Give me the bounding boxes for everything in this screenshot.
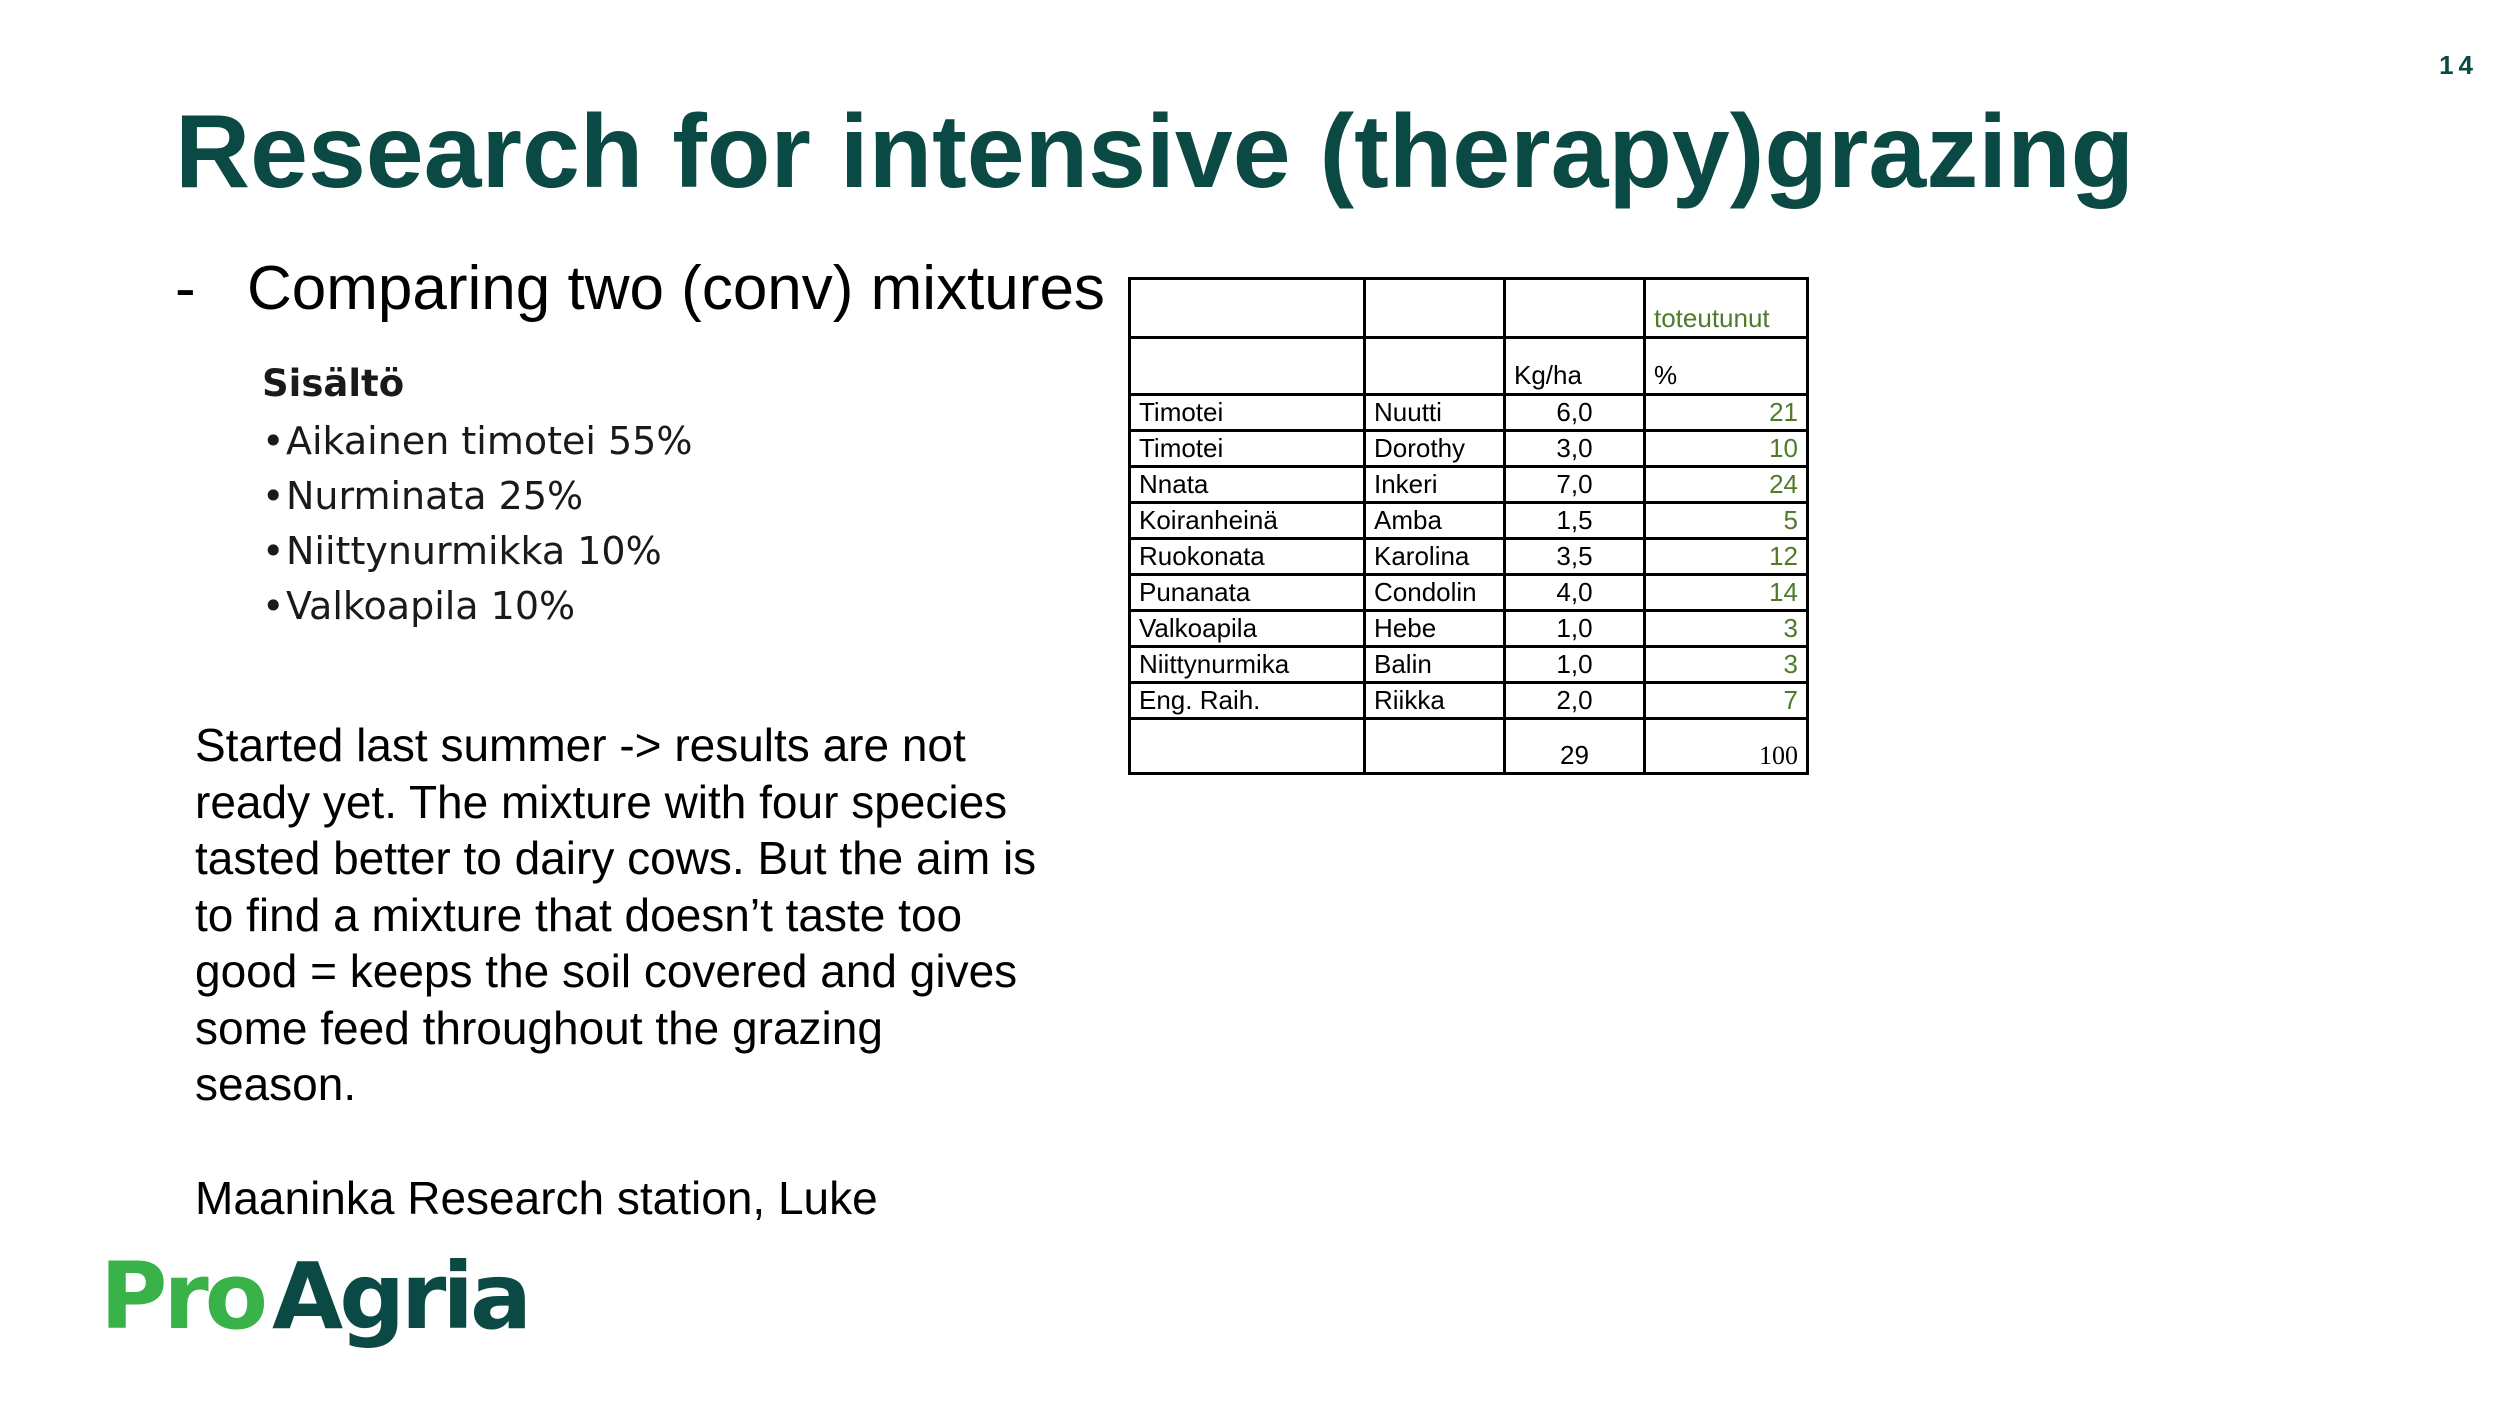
table-row xyxy=(1130,575,1808,611)
pct-cell: 21 xyxy=(1645,395,1808,431)
table-row xyxy=(1130,503,1808,539)
variety-cell: Amba xyxy=(1365,503,1505,539)
variety-cell: Hebe xyxy=(1365,611,1505,647)
table-total-row xyxy=(1130,719,1808,774)
variety-cell: Riikka xyxy=(1365,683,1505,719)
pct-cell: 14 xyxy=(1645,575,1808,611)
subtitle-dash: - xyxy=(175,254,196,323)
subtitle-text: Comparing two (conv) mixtures xyxy=(247,254,1105,323)
contents-item-text: Aikainen timotei 55% xyxy=(286,419,693,464)
bullet-icon: • xyxy=(262,584,285,629)
contents-item-text: Niittynurmikka 10% xyxy=(286,529,662,574)
species-cell: Eng. Raih. xyxy=(1130,683,1365,719)
kg-cell: 1,0 xyxy=(1505,611,1645,647)
table-cell xyxy=(1365,719,1505,774)
body-text: Started last summer -> results are not ready yet. The mixture with four species tasted better to dairy cows. But the aim is to find a mixture that doesn’t taste too good = keeps the soil covered and gives some feed throughout the grazing season. xyxy=(195,719,1037,1110)
station-credit: Maaninka Research station, Luke xyxy=(195,1172,878,1224)
table-cell xyxy=(1365,338,1505,395)
pct-cell: 12 xyxy=(1645,539,1808,575)
mixture-contents xyxy=(262,362,692,634)
realized-header: toteutunut xyxy=(1645,279,1808,338)
contents-item xyxy=(262,524,692,579)
contents-item xyxy=(262,469,692,524)
pct-cell: 10 xyxy=(1645,431,1808,467)
bullet-icon: • xyxy=(262,474,285,519)
table-cell xyxy=(1130,338,1365,395)
contents-item xyxy=(262,414,692,469)
bullet-icon: • xyxy=(262,419,285,464)
table-row xyxy=(1130,539,1808,575)
pct-cell: 5 xyxy=(1645,503,1808,539)
table-row xyxy=(1130,395,1808,431)
table-cell xyxy=(1505,279,1645,338)
species-cell: Valkoapila xyxy=(1130,611,1365,647)
species-cell: Nnata xyxy=(1130,467,1365,503)
pct-cell: 3 xyxy=(1645,647,1808,683)
proagria-logo-mark xyxy=(100,1243,529,1358)
table-row xyxy=(1130,647,1808,683)
variety-cell: Karolina xyxy=(1365,539,1505,575)
logo-pro-text: Pro xyxy=(100,1243,265,1350)
proagria-logo xyxy=(100,1243,529,1358)
kg-cell: 2,0 xyxy=(1505,683,1645,719)
table-header-row xyxy=(1130,338,1808,395)
seed-mixture-table xyxy=(1128,277,1809,775)
total-kg-cell: 29 xyxy=(1505,719,1645,774)
logo-agria-text: Agria xyxy=(272,1243,529,1350)
pct-header: % xyxy=(1645,338,1808,395)
kg-cell: 7,0 xyxy=(1505,467,1645,503)
kg-cell: 1,0 xyxy=(1505,647,1645,683)
variety-cell: Condolin xyxy=(1365,575,1505,611)
pct-cell: 3 xyxy=(1645,611,1808,647)
variety-cell: Balin xyxy=(1365,647,1505,683)
pct-cell: 7 xyxy=(1645,683,1808,719)
table-row xyxy=(1130,467,1808,503)
contents-heading: Sisältö xyxy=(262,362,405,405)
species-cell: Punanata xyxy=(1130,575,1365,611)
slide-title: Research for intensive (therapy)grazing xyxy=(175,94,2135,210)
contents-item xyxy=(262,579,692,634)
contents-item-text: Valkoapila 10% xyxy=(286,584,576,629)
kg-cell: 1,5 xyxy=(1505,503,1645,539)
table-cell xyxy=(1365,279,1505,338)
table-row xyxy=(1130,611,1808,647)
species-cell: Timotei xyxy=(1130,395,1365,431)
table-row xyxy=(1130,683,1808,719)
contents-item-text: Nurminata 25% xyxy=(286,474,584,519)
species-cell: Ruokonata xyxy=(1130,539,1365,575)
kg-cell: 4,0 xyxy=(1505,575,1645,611)
kg-cell: 6,0 xyxy=(1505,395,1645,431)
total-pct-cell: 100 xyxy=(1645,719,1808,774)
species-cell: Niittynurmika xyxy=(1130,647,1365,683)
pct-cell: 24 xyxy=(1645,467,1808,503)
kg-cell: 3,0 xyxy=(1505,431,1645,467)
variety-cell: Nuutti xyxy=(1365,395,1505,431)
subtitle-bullet xyxy=(175,255,1105,323)
variety-cell: Dorothy xyxy=(1365,431,1505,467)
species-cell: Timotei xyxy=(1130,431,1365,467)
contents-list xyxy=(262,414,692,634)
table-header-row xyxy=(1130,279,1808,338)
variety-cell: Inkeri xyxy=(1365,467,1505,503)
kg-header: Kg/ha xyxy=(1505,338,1645,395)
species-cell: Koiranheinä xyxy=(1130,503,1365,539)
page-number: 14 xyxy=(2439,50,2478,80)
kg-cell: 3,5 xyxy=(1505,539,1645,575)
table-row xyxy=(1130,431,1808,467)
table-cell xyxy=(1130,279,1365,338)
bullet-icon: • xyxy=(262,529,285,574)
table-cell xyxy=(1130,719,1365,774)
